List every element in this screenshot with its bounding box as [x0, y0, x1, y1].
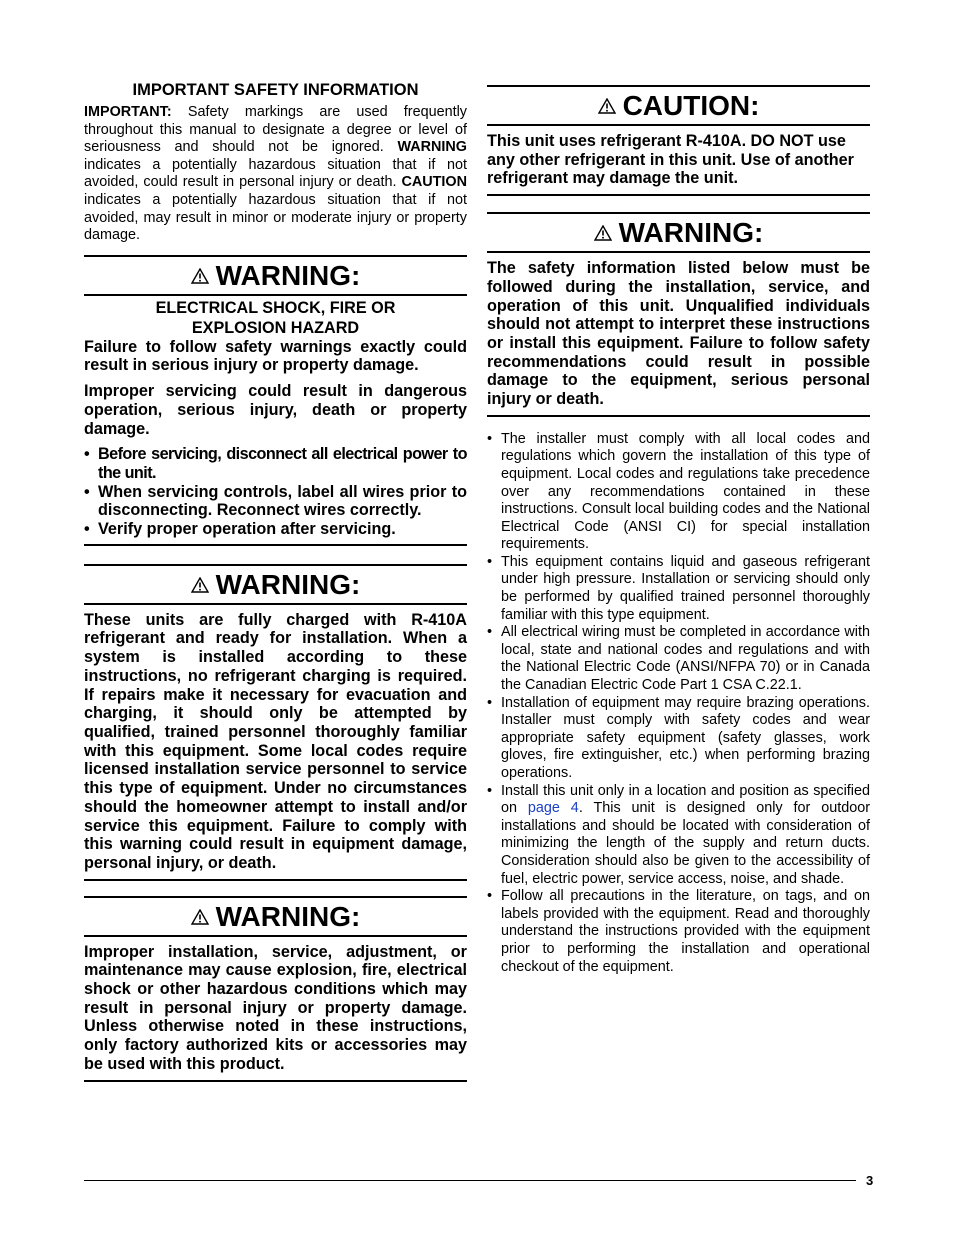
left-column — [84, 80, 467, 1082]
list-item-text: . This unit is designed only for outdoor installations and should be located with consideration of minimizing the length of the supply and return ducts. Consideration should also be given to the accessibility of fuel, electric power, service access, noise, and shade. — [501, 800, 871, 887]
list-item — [487, 783, 870, 889]
section-title: IMPORTANT SAFETY INFORMATION — [132, 81, 419, 99]
warning-triangle-icon — [191, 909, 209, 925]
right-column — [487, 85, 870, 976]
page-4-link[interactable]: page 4 — [527, 800, 579, 817]
hazard-subtitle-line-2: EXPLOSION HAZARD — [191, 318, 360, 337]
warning-triangle-icon — [191, 577, 209, 593]
caution-box — [487, 85, 870, 196]
warning-term: WARNING — [397, 139, 467, 156]
list-item: • This equipment contains liquid and gaseous refrigerant under high pressure. Installation or servicing should only be performed by qualified trained personnel thoroughly familiar with this type equipment. — [487, 554, 870, 624]
list-item: • Before servicing, disconnect all electrical power to the unit. — [84, 445, 467, 482]
safety-information-warning-box — [487, 212, 870, 417]
list-item: • When servicing controls, label all wires prior to disconnecting. Reconnect wires correctly. — [84, 483, 467, 520]
warning-heading-text: WARNING: — [215, 900, 361, 932]
caution-heading — [487, 88, 870, 124]
footer-divider — [84, 1180, 856, 1181]
warning-paragraph: Improper servicing could result in dangerous operation, serious injury, death or property damage. — [84, 382, 467, 438]
list-item: • All electrical wiring must be completed in accordance with local, state and national codes and regulations and with the National Electric Code (ANSI/NFPA 70) or in Canada the Canadian Electric Code Part 1 CSA C.22.1. — [487, 624, 870, 694]
warning-paragraph: Improper installation, service, adjustment, or maintenance may cause explosion, fire, electrical shock or other hazardous conditions which may result in personal injury or property damage. Unless otherwise noted in these instructions, only factory authorized kits or accessories may be used with this product. — [84, 942, 467, 1073]
intro-text-2: indicates a potentially hazardous situation that if not avoided, could result in personal injury or death. — [84, 156, 467, 191]
warning-triangle-icon — [191, 268, 209, 284]
refrigerant-charging-warning-box — [84, 564, 467, 881]
warning-heading-text: WARNING: — [618, 217, 764, 249]
list-item-text: Install this unit only in a location and position as specified on — [501, 782, 870, 817]
warning-heading — [487, 215, 870, 251]
caution-term: CAUTION — [401, 174, 467, 191]
warning-bullet-list — [84, 445, 467, 539]
warning-heading — [84, 258, 467, 294]
warning-heading — [84, 567, 467, 603]
list-item: • Verify proper operation after servicing. — [84, 520, 467, 539]
list-item: • The installer must comply with all local codes and regulations which govern the installation of this type of equipment. Local codes and regulations take precedence over any recommendations contained in these instructions. Consult local building codes and the National Electrical Code (ANSI CI) for special installation requirements. — [487, 431, 870, 554]
warning-paragraph: Failure to follow safety warnings exactly could result in serious injury or property damage. — [84, 337, 467, 375]
warning-heading-text: WARNING: — [215, 568, 361, 600]
hazard-subtitle-line-1: ELECTRICAL SHOCK, FIRE OR — [155, 298, 396, 317]
caution-heading-text: CAUTION: — [622, 90, 760, 121]
warning-heading — [84, 899, 467, 935]
list-item: • Installation of equipment may require brazing operations. Installer must comply with safety codes and wear appropriate safety equipment (safety glasses, work gloves, fire extinguisher, etc.) when performing brazing operations. — [487, 695, 870, 783]
warning-paragraph: The safety information listed below must be followed during the installation, service, and operation of this unit. Unqualified individuals should not attempt to interpret these instructions or install this equipment. Failure to follow safety recommendations could result in possible damage to the equipment, serious personal injury or death. — [487, 259, 870, 409]
intro-paragraph — [84, 104, 467, 245]
improper-installation-warning-box — [84, 896, 467, 1082]
warning-heading-text: WARNING: — [215, 259, 361, 291]
electrical-hazard-warning-box — [84, 255, 467, 546]
list-item: • Follow all precautions in the literature, on tags, and on labels provided with the equipment. Read and thoroughly understand the instructions provided with the equipment prior to performing the installation and operational checkout of the equipment. — [487, 888, 870, 976]
page-number: 3 — [866, 1173, 874, 1188]
warning-triangle-icon — [594, 225, 612, 241]
intro-text-3: indicates a potentially hazardous situation that if not avoided, may result in minor or moderate injury or property damage. — [84, 191, 467, 244]
warning-triangle-icon — [598, 98, 616, 114]
safety-list — [487, 431, 870, 976]
warning-paragraph: These units are fully charged with R-410A refrigerant and ready for installation. When a system is installed according to these instructions, no refrigerant charging is required. If repairs make it necessary for evacuation and charging, it should only be attempted by qualified, trained personnel thoroughly familiar with this equipment. Some local codes require licensed installation service personnel to service this type of equipment. Under no circumstances should the homeowner attempt to install and/or service this equipment. Failure to comply with this warning could result in equipment damage, personal injury, or death. — [84, 610, 467, 872]
caution-paragraph: This unit uses refrigerant R-410A. DO NOT use any other refrigerant in this unit. Use of another refrigerant may damage the unit. — [487, 132, 854, 188]
important-label: IMPORTANT: — [84, 104, 172, 120]
intro-text-1: Safety markings are used frequently throughout this manual to designate a degree or level of seriousness and should not be ignored. — [84, 104, 467, 156]
